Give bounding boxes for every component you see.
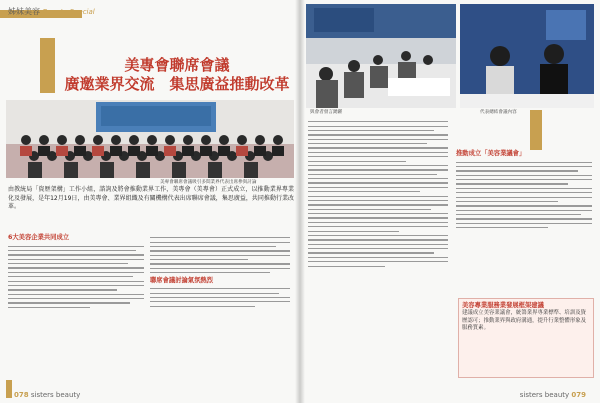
section-zh: 姊妹美容: [8, 7, 40, 16]
page-number-left: 078: [14, 391, 29, 399]
body-text-lines: [150, 288, 290, 307]
headline: [62, 56, 292, 94]
page-number-right: 079: [571, 391, 586, 399]
meeting-photo-left-caption: 與會者發言踴躍: [310, 110, 343, 115]
group-photo: [6, 100, 294, 178]
left-column-2: [150, 234, 290, 310]
framework-box: [458, 298, 594, 378]
meeting-photo-right-caption: 代表總結會議內容: [480, 110, 517, 115]
subhead-6-companies: 6大美容企業共同成立: [8, 234, 70, 241]
body-text-lines: [150, 237, 290, 273]
meeting-photo-left: [306, 4, 456, 108]
right-column-2: [456, 150, 592, 232]
gold-decor-block: [40, 38, 55, 93]
gold-decor-block: [530, 110, 542, 150]
framework-box-title: 美容專業服務業發展框架建議: [462, 302, 544, 309]
section-header: [8, 6, 95, 17]
subhead-council: 推動成立「美容業議會」: [456, 150, 526, 157]
section-en: Beauty Special: [42, 8, 95, 16]
left-column-1: [8, 234, 144, 311]
right-page-footer: [520, 391, 586, 399]
body-text-lines: [308, 121, 448, 267]
right-column-1: [308, 118, 448, 270]
group-photo-caption: 美專會聯席會議吸引多間業界代表出席參與討論: [160, 180, 257, 185]
intro-paragraph: 由教統局「資歷架構」工作小組，諮詢及將會推動業界工作，美專會（美專會）正式成立，以推動業界專業化及發展，是年12月19日，由美專會、業界組織及有關機構代表出席聯席會議，集思廣益，共同推動行業改革。: [8, 186, 294, 211]
left-page-footer: [14, 391, 80, 399]
headline-line-2: 廣邀業界交流 集思廣益推動改革: [64, 75, 290, 93]
page-gutter: [295, 0, 305, 403]
magazine-name-right: sisters beauty: [519, 391, 570, 399]
body-text-lines: [8, 246, 144, 308]
gold-decor-block: [6, 380, 12, 398]
framework-box-body: 建議成立美容業議會，統籌業界專業標準、培訓及資歷認可；推動業界與政府溝通，提升行業整體形象及服務質素。: [462, 309, 586, 332]
meeting-photo-right: [460, 4, 594, 108]
magazine-name-left: sisters beauty: [30, 391, 81, 399]
headline-line-1: 美專會聯席會議: [124, 56, 230, 74]
body-text-lines: [456, 162, 592, 229]
subhead-discussion: 聯席會議討論氣氛熱烈: [150, 276, 213, 284]
